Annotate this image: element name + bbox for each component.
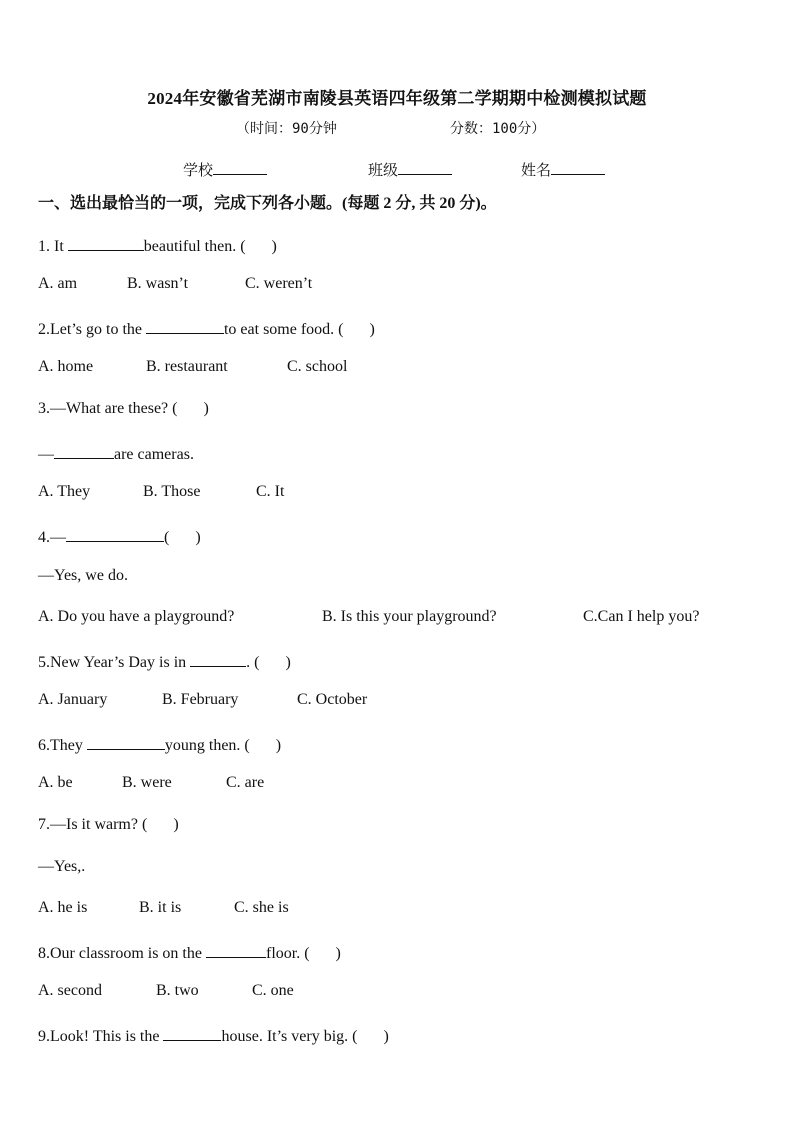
- option-c[interactable]: C. It: [256, 483, 285, 500]
- answer-blank[interactable]: [146, 317, 224, 334]
- section-heading: 一、选出最恰当的一项，完成下列各小题。(每题 2 分, 共 20 分)。: [38, 195, 497, 212]
- option-c[interactable]: C. she is: [234, 899, 289, 916]
- option-b[interactable]: B. Is this your playground?: [322, 608, 497, 625]
- question-4: 4.— ( ): [38, 525, 201, 547]
- option-b[interactable]: B. wasn’t: [127, 275, 189, 292]
- answer-blank[interactable]: [66, 525, 164, 542]
- question-9: 9.Look! This is the house. It’s very big. ( ): [38, 1024, 389, 1046]
- option-a[interactable]: A. he is: [38, 899, 88, 916]
- name-field[interactable]: [521, 159, 605, 180]
- exam-time: （时间：90分钟: [236, 121, 337, 137]
- class-field[interactable]: [368, 159, 452, 180]
- option-b[interactable]: B. two: [156, 982, 199, 999]
- page-title: 2024年安徽省芜湖市南陵县英语四年级第二学期期中检测模拟试题: [147, 89, 647, 108]
- answer-blank[interactable]: [54, 442, 114, 459]
- option-a[interactable]: A. Do you have a playground?: [38, 608, 235, 625]
- option-c[interactable]: C. are: [226, 774, 265, 791]
- name-label: 姓名: [521, 163, 552, 179]
- option-a[interactable]: A. They: [38, 483, 91, 500]
- option-b[interactable]: B. February: [162, 691, 239, 708]
- school-blank[interactable]: [213, 159, 267, 175]
- answer-blank[interactable]: [87, 733, 165, 750]
- exam-score: 分数：100分）: [450, 121, 546, 137]
- school-label: 学校: [183, 163, 214, 179]
- question-1: 1. It beautiful then. ( ): [38, 234, 277, 256]
- question-6: 6.They young then. ( ): [38, 733, 281, 755]
- answer-blank[interactable]: [68, 234, 144, 251]
- option-a[interactable]: A. January: [38, 691, 108, 708]
- option-c[interactable]: C. October: [297, 691, 368, 708]
- answer-blank[interactable]: [163, 1024, 221, 1041]
- option-a[interactable]: A. am: [38, 275, 78, 292]
- school-field[interactable]: [183, 159, 267, 180]
- option-a[interactable]: A. home: [38, 358, 94, 375]
- option-c[interactable]: C. one: [252, 982, 294, 999]
- option-b[interactable]: B. it is: [139, 899, 182, 916]
- question-5: 5.New Year’s Day is in . ( ): [38, 650, 291, 672]
- question-7: 7.—Is it warm? ( ): [38, 816, 179, 833]
- option-c[interactable]: C.Can I help you?: [583, 608, 700, 625]
- class-label: 班级: [368, 163, 399, 179]
- option-b[interactable]: B. were: [122, 774, 172, 791]
- name-blank[interactable]: [551, 159, 605, 175]
- question-4-response: —Yes, we do.: [38, 567, 128, 584]
- question-7-response: —Yes,.: [38, 858, 86, 875]
- answer-blank[interactable]: [206, 941, 266, 958]
- option-c[interactable]: C. weren’t: [245, 275, 313, 292]
- question-8: 8.Our classroom is on the floor. ( ): [38, 941, 341, 963]
- question-3: 3.—What are these? ( ): [38, 400, 209, 417]
- option-b[interactable]: B. Those: [143, 483, 201, 500]
- question-3-response: — are cameras.: [38, 442, 194, 464]
- option-b[interactable]: B. restaurant: [146, 358, 228, 375]
- question-2: 2.Let’s go to the to eat some food. ( ): [38, 317, 375, 339]
- option-a[interactable]: A. be: [38, 774, 73, 791]
- option-a[interactable]: A. second: [38, 982, 102, 999]
- option-c[interactable]: C. school: [287, 358, 348, 375]
- class-blank[interactable]: [398, 159, 452, 175]
- answer-blank[interactable]: [190, 650, 246, 667]
